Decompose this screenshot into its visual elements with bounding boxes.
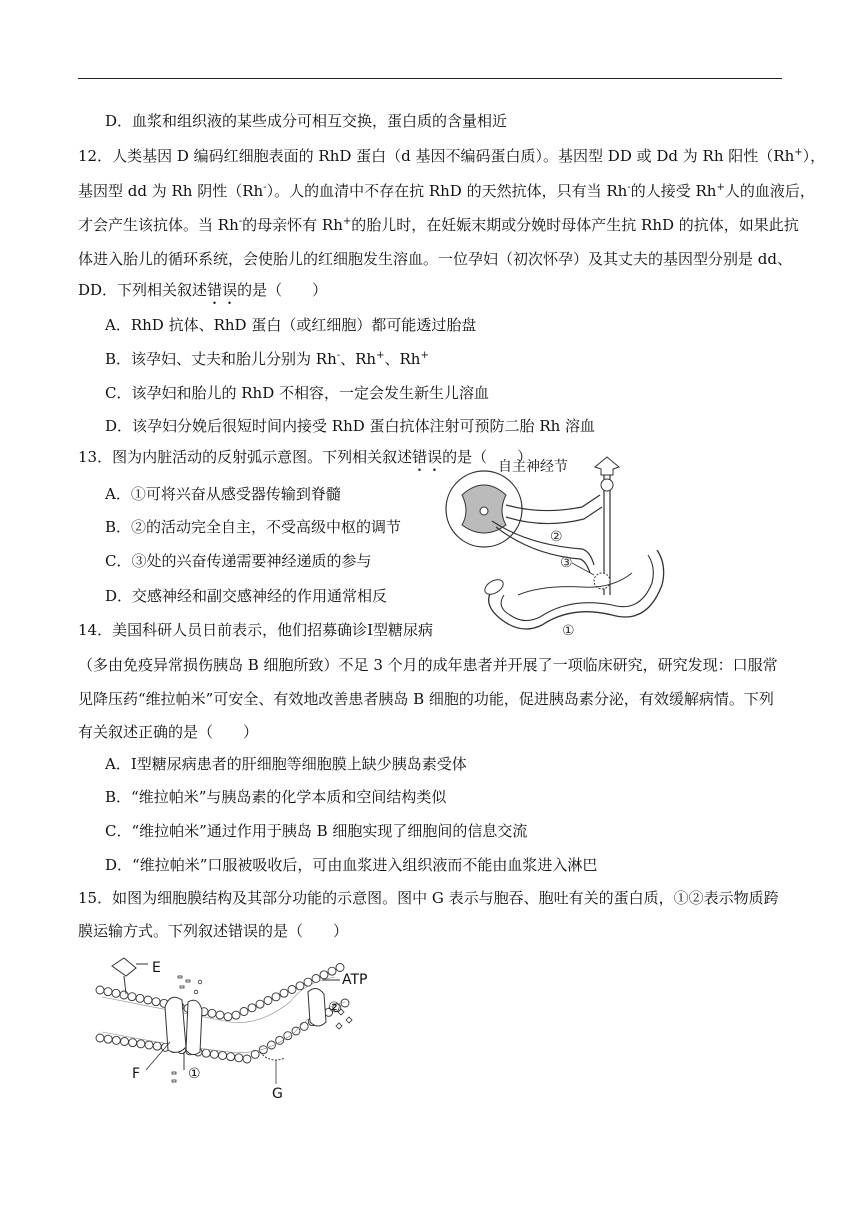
phospholipid-head	[129, 1039, 137, 1047]
phospholipid-head	[152, 998, 160, 1006]
header-rule	[78, 78, 782, 79]
q13-option-a: A．①可将兴奋从感受器传输到脊髓	[105, 485, 341, 503]
q13-stem: 13．图为内脏活动的反射弧示意图。下列相关叙述错误的是（ ）	[78, 448, 533, 466]
phospholipid-head	[300, 1022, 308, 1030]
q12-stem-line-5: DD．下列相关叙述错误的是（ ）	[78, 281, 328, 299]
phospholipid-head	[120, 991, 128, 999]
label-atp: ATP	[342, 972, 368, 988]
phospholipid-head	[128, 993, 136, 1001]
glycoprotein-e	[112, 958, 136, 976]
phospholipid-head	[264, 997, 272, 1005]
phospholipid-head	[224, 1013, 232, 1021]
phospholipid-head	[328, 967, 336, 975]
phospholipid-head	[219, 1052, 227, 1060]
phospholipid-head	[104, 988, 112, 996]
q14-option-c: C．“维拉帕米”通过作用于胰岛 B 细胞实现了细胞间的信息交流	[105, 822, 528, 840]
q13-emphasis-word: 错误	[412, 448, 443, 466]
phospholipid-head	[296, 982, 304, 990]
phospholipid-head	[112, 989, 120, 997]
central-canal	[480, 507, 488, 515]
label-2: ②	[328, 1000, 341, 1016]
q13-option-d: D．交感神经和副交感神经的作用通常相反	[105, 587, 388, 605]
figure-label-ganglion: 自主神经节	[498, 459, 568, 475]
phospholipid-head	[210, 1050, 218, 1058]
phospholipid-head	[320, 971, 328, 979]
intestine-opening	[482, 577, 505, 597]
marker-1: ①	[562, 623, 575, 639]
q14-stem-line-1: 14．美国科研人员日前表示，他们招募确诊Ⅰ型糖尿病	[78, 621, 434, 639]
q14-option-b: B．“维拉帕米”与胰岛素的化学本质和空间结构类似	[105, 788, 447, 806]
phospholipid-head	[153, 1042, 161, 1050]
phospholipid-head	[112, 1036, 120, 1044]
ganglion-top	[595, 457, 619, 475]
label-e: E	[152, 960, 161, 976]
phospholipid-head	[136, 994, 144, 1002]
phospholipid-head	[288, 986, 296, 994]
phospholipid-head	[208, 1009, 216, 1017]
phospholipid-head	[144, 996, 152, 1004]
q15-stem-line-1: 15．如图为细胞膜结构及其部分功能的示意图。图中 G 表示与胞吞、胞吐有关的蛋白质，①②表示物质跨	[78, 889, 779, 907]
q15-stem-line-2: 膜运输方式。下列叙述错误的是（ ）	[78, 922, 349, 940]
cell-membrane-figure	[90, 952, 370, 1102]
q14-stem-line-4: 有关叙述正确的是（ ）	[78, 723, 259, 741]
q12-option-c: C．该孕妇和胎儿的 RhD 不相容，一定会发生新生儿溶血	[105, 384, 489, 402]
q12-stem-line-1: 12．人类基因 D 编码红细胞表面的 RhD 蛋白（d 基因不编码蛋白质）。基因型 DD 或 Dd 为 Rh 阳性（Rh+），	[78, 147, 826, 165]
ganglion-node-top	[601, 479, 613, 491]
q14-stem-line-3: 见降压药“维拉帕米”可安全、有效地改善患者胰岛 B 细胞的功能，促进胰岛素分泌，有效缓解病情。下列	[78, 690, 774, 708]
phospholipid-head	[104, 1035, 112, 1043]
phospholipid-head	[272, 993, 280, 1001]
q12-option-a: A．RhD 抗体、RhD 蛋白（或红细胞）都可能透过胎盘	[105, 316, 477, 334]
q14-option-d: D．“维拉帕米”口服被吸收后，可由血浆进入组织液而不能由血浆进入淋巴	[105, 856, 598, 874]
membrane-upper-heads	[96, 964, 344, 1021]
phospholipid-head	[137, 1040, 145, 1048]
phospholipid-head	[121, 1038, 129, 1046]
q11-option-d: D．血浆和组织液的某些成分可相互交换，蛋白质的含量相近	[105, 112, 508, 130]
phospholipid-head	[227, 1053, 235, 1061]
phospholipid-head	[145, 1041, 153, 1049]
phospholipid-head	[248, 1004, 256, 1012]
afferent-fiber-1	[518, 573, 632, 595]
phospholipid-head	[202, 1049, 210, 1057]
label-g: G	[272, 1086, 283, 1102]
phospholipid-head	[96, 986, 104, 994]
q12-option-b: B．该孕妇、丈夫和胎儿分别为 Rh-、Rh+、Rh+	[105, 350, 429, 368]
reflex-arc-figure	[432, 455, 682, 640]
phospholipid-head	[280, 989, 288, 997]
intestine-outline	[489, 550, 664, 629]
phospholipid-head	[216, 1011, 224, 1019]
phospholipid-head	[235, 1054, 243, 1062]
label-1: ①	[188, 1066, 201, 1082]
phospholipid-head	[336, 964, 344, 972]
q12-stem-line-4: 体进入胎儿的循环系统，会使胎儿的红细胞发生溶血。一位孕妇（初次怀孕）及其丈夫的基因型分别是 dd、	[78, 250, 792, 268]
phospholipid-head	[96, 1034, 104, 1042]
label-f: F	[132, 1066, 141, 1082]
marker-2: ②	[550, 529, 563, 545]
phospholipid-head	[243, 1055, 251, 1063]
phospholipid-head	[256, 1000, 264, 1008]
q14-stem-line-2: （多由免疫异常损伤胰岛 B 细胞所致）不足 3 个月的成年患者并开展了一项临床研究，研究发现：口服常	[78, 656, 778, 674]
q14-option-a: A．Ⅰ型糖尿病患者的肝细胞等细胞膜上缺少胰岛素受体	[105, 755, 467, 773]
phospholipid-head	[240, 1008, 248, 1016]
q12-stem-line-3: 才会产生该抗体。当 Rh-的母亲怀有 Rh+的胎儿时，在妊娠末期或分娩时母体产生抗 RhD 的抗体，如果此抗	[78, 216, 799, 234]
marker-3: ③	[560, 555, 573, 571]
q12-emphasis-word: 错误	[207, 281, 238, 299]
carrier-protein	[308, 988, 326, 1026]
q12-option-d: D．该孕妇分娩后很短时间内接受 RhD 蛋白抗体注射可预防二胎 Rh 溶血	[105, 417, 596, 435]
q13-option-b: B．②的活动完全自主，不受高级中枢的调节	[105, 518, 402, 536]
phospholipid-head	[232, 1011, 240, 1019]
q13-option-c: C．③处的兴奋传递需要神经递质的参与	[105, 552, 372, 570]
q12-stem-line-2: 基因型 dd 为 Rh 阴性（Rh-）。人的血清中不存在抗 RhD 的天然抗体，只有当 Rh-的人接受 Rh+人的血液后，	[78, 182, 815, 200]
